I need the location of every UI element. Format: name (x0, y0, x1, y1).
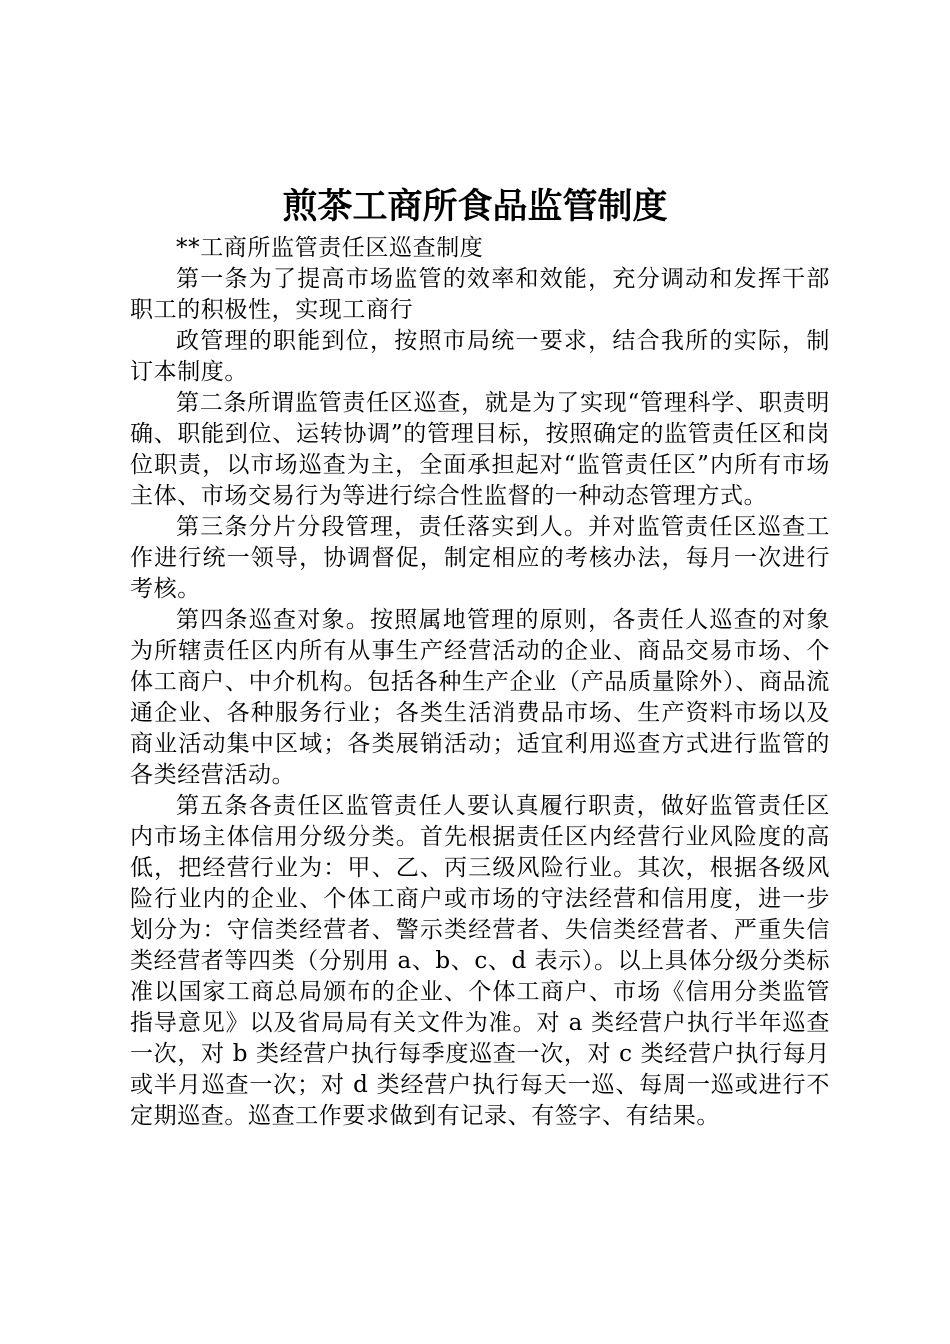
paragraph-article-2: 第二条所谓监管责任区巡查，就是为了实现“管理科学、职责明确、职能到位、运转协调”的管理目标，按照确定的监管责任区和岗位职责，以市场巡查为主，全面承担起对“监管责任区”内所有市场主体、市场交易行为等进行综合性监督的一种动态管理方式。 (130, 390, 830, 509)
paragraph-article-3: 第三条分片分段管理，责任落实到人。并对监管责任区巡查工作进行统一领导，协调督促，制定相应的考核办法，每月一次进行考核。 (130, 514, 830, 602)
paragraph-article-4: 第四条巡查对象。按照属地管理的原则，各责任人巡查的对象为所辖责任区内所有从事生产经营活动的企业、商品交易市场、个体工商户、中介机构。包括各种生产企业（产品质量除外）、商品流通企业、各种服务行业；各类生活消费品市场、生产资料市场以及商业活动集中区域；各类展销活动；适宜利用巡查方式进行监管的各类经营活动。 (130, 607, 830, 788)
document-title: 煎茶工商所食品监管制度 (282, 186, 668, 227)
document-body (130, 233, 830, 1132)
paragraph-article-1-continued: 政管理的职能到位，按照市局统一要求，结合我所的实际，制订本制度。 (130, 328, 830, 385)
section-heading: **工商所监管责任区巡查制度 (176, 235, 484, 261)
paragraph-article-1: 第一条为了提高市场监管的效率和效能，充分调动和发挥干部职工的积极性，实现工商行 (130, 266, 830, 323)
paragraph-article-5: 第五条各责任区监管责任人要认真履行职责，做好监管责任区内市场主体信用分级分类。首先根据责任区内经营行业风险度的高低，把经营行业为：甲、乙、丙三级风险行业。其次，根据各级风险行业内的企业、个体工商户或市场的守法经营和信用度，进一步划分为：守信类经营者、警示类经营者、失信类经营者、严重失信类经营者等四类（分别用 a、b、c、d 表示）。以上具体分级分类标准以国家工商总局颁布的企业、个体工商户、市场《信用分类监管指导意见》以及省局局有关文件为准。对 a 类经营户执行半年巡查一次，对 b 类经营户执行每季度巡查一次，对 c 类经营户执行每月或半月巡查一次；对 d 类经营户执行每天一巡、每周一巡或进行不定期巡查。巡查工作要求做到有记录、有签字、有结果。 (130, 793, 830, 1129)
